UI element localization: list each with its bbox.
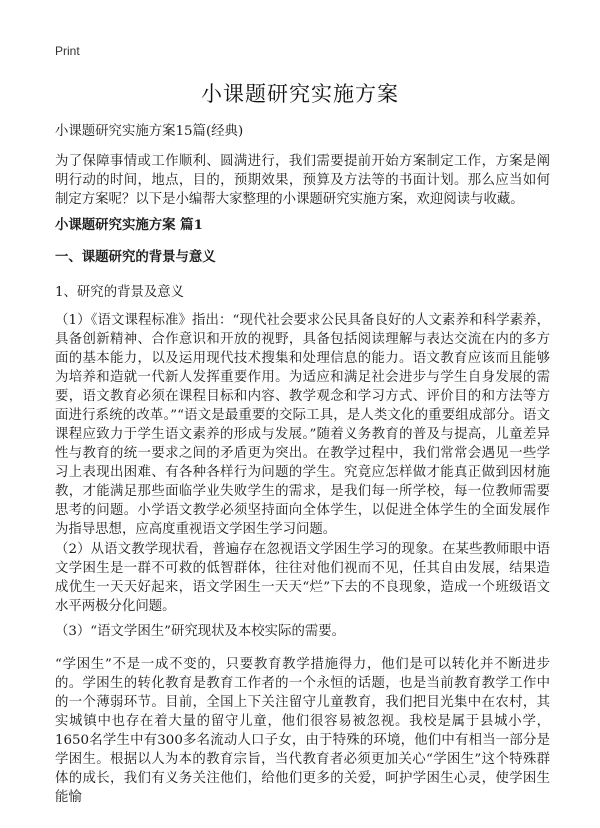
intro-paragraph: 为了保障事情或工作顺利、圆满进行，我们需要提前开始方案制定工作，方案是阐明行动的时间，地点，目的，预期效果，预算及方法等的书面计划。那么应当如何制定方案呢？以下是小编帮大家整理的小课题研究实施方案，欢迎阅读与收藏。	[55, 154, 550, 207]
document-subtitle: 小课题研究实施方案15篇(经典)	[55, 124, 244, 139]
paragraph-teaching-status: （2）从语文教学现状看，普遍存在忽视语文学困生学习的现象。在某些教师眼中语文学困生是一群不可救的低智群体，往往对他们视而不见，任其自由发展，结果造成优生一天天好起来，语文学困生一天天“烂”下去的不良现象，造成一个班级语文水平两极分化问题。	[55, 542, 550, 614]
paragraph-research-status: （3）“语文学困生”研究现状及本校实际的需要。	[55, 624, 346, 639]
paragraph-curriculum-standard: （1）《语文课程标准》指出：“现代社会要求公民具备良好的人文素养和科学素养，具备创新精神、合作意识和开放的视野，具备包括阅读理解与表达交流在内的多方面的基本能力，以及运用现代技术搜集和处理信息的能力。语文教育应该而且能够为培养和造就一代新人发挥重要作用。为适应和满足社会进步与学生自身发展的需要，语文教育必须在课程目标和内容、教学观念和学习方式、评价目的和方法等方面进行系统的改革。”“语文是最重要的交际工具，是人类文化的重要组成部分。语文课程应致力于学生语文素养的形成与发展。”随着义务教育的普及与提高，儿童差异性与教育的统一要求之间的矛盾更为突出。在教学过程中，我们常常会遇见一些学习上表现出困难、有各种各样行为问题的学生。究竟应怎样做才能真正做到因材施教，才能满足那些面临学业失败学生的需求，是我们每一所学校，每一位教师需要思考的问题。小学语文教学必须坚持面向全体学生，以促进全体学生的全面发展作为指导思想，应高度重视语文学困生学习问题。	[55, 313, 550, 537]
document-title: 小课题研究实施方案	[201, 82, 399, 106]
subheading-background-significance: 1、研究的背景及意义	[55, 285, 185, 300]
print-label[interactable]: Print	[55, 44, 80, 58]
paragraph-struggling-students: “学困生”不是一成不变的，只要教育教学措施得力，他们是可以转化并不断进步的。学困生的转化教育是教育工作者的一个永恒的话题，也是当前教育教学工作中的一个薄弱环节。目前，全国上下关注留守儿童教育，我们把目光集中在农村，其实城镇中也存在着大量的留守儿童，他们很容易被忽视。我校是属于县城小学，1650名学生中有300多名流动人口子女，由于特殊的环境，他们中有相当一部分是学困生。根据以人为本的教育宗旨，当代教育者必须更加关心“学困生”这个特殊群体的成长，我们有义务关注他们，给他们更多的关爱，呵护学困生心灵，使学困生能愉	[55, 657, 550, 805]
section-title: 小课题研究实施方案 篇1	[55, 217, 203, 233]
heading-background: 一、课题研究的背景与意义	[55, 249, 216, 265]
